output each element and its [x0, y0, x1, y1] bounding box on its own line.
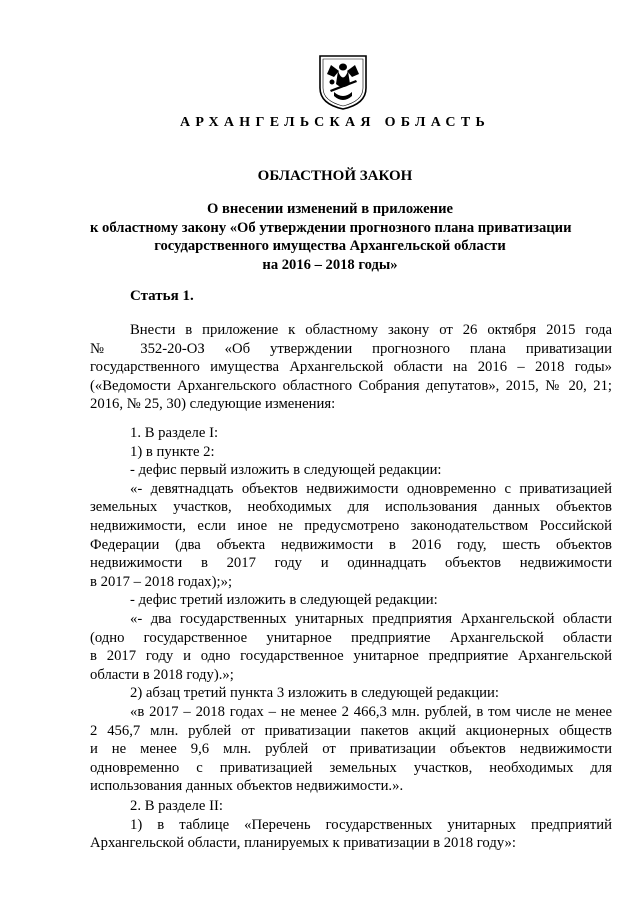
text-line: и не менее 9,6 млн. рублей от приватизации объектов недвижимости — [90, 741, 612, 758]
text-line: в 2017 – 2018 годах);»; — [90, 573, 233, 590]
text-line: 1) в пункте 2: — [130, 443, 215, 460]
text-line: (одно государственное унитарное предприятие Архангельской области — [90, 629, 612, 646]
text-line: «- девятнадцать объектов недвижимости одновременно с приватизацией — [130, 480, 612, 497]
text-line: государственного имущества Архангельской области на 2016 – 2018 годы» — [90, 359, 612, 376]
law-title — [90, 200, 570, 274]
text-line: земельных участков, необходимых для использования данных объектов — [90, 499, 612, 516]
section-2 — [90, 797, 612, 853]
document-type: ОБЛАСТНОЙ ЗАКОН — [257, 168, 413, 184]
text-line: использования данных объектов недвижимости.». — [90, 778, 404, 795]
text-line: «в 2017 – 2018 годах – не менее 2 466,3 млн. рублей, в том числе не менее — [130, 703, 612, 720]
text-line: («Ведомости Архангельского областного Собрания депутатов», 2015, № 20, 21; — [90, 377, 612, 394]
law-title-line: к областному закону «Об утверждении прогнозного плана приватизации — [90, 219, 572, 236]
section-heading: 1. В разделе I: — [130, 425, 219, 441]
section-1 — [90, 424, 612, 796]
text-line: Внести в приложение к областному закону от 26 октября 2015 года — [130, 322, 612, 338]
law-title-line: на 2016 – 2018 годы» — [262, 256, 398, 273]
section-heading: 2. В разделе II: — [130, 798, 223, 814]
article-intro — [90, 321, 612, 414]
text-line: «- два государственных унитарных предприятия Архангельской области — [130, 610, 612, 627]
region-name: АРХАНГЕЛЬСКАЯ ОБЛАСТЬ — [179, 115, 491, 130]
text-line: 1) в таблице «Перечень государственных унитарных предприятий — [130, 816, 612, 833]
text-line: 2 456,7 млн. рублей от приватизации пакетов акций акционерных обществ — [90, 722, 612, 739]
text-line: 2) абзац третий пункта 3 изложить в следующей редакции: — [130, 685, 499, 702]
text-line: недвижимости, если иное не предусмотрено законодательством Российской — [90, 517, 612, 534]
text-line: Архангельской области, планируемых к приватизации в 2018 году»: — [90, 835, 516, 852]
text-line: 2016, № 25, 30) следующие изменения: — [90, 396, 336, 413]
law-title-line: О внесении изменений в приложение — [207, 201, 453, 217]
text-line: - дефис третий изложить в следующей редакции: — [130, 592, 438, 609]
law-title-line: государственного имущества Архангельской области — [154, 238, 506, 254]
text-line: недвижимости в 2017 году и одиннадцать объектов недвижимости — [90, 555, 612, 572]
text-line: области в 2018 году).»; — [90, 666, 234, 683]
coat-of-arms-icon — [318, 54, 368, 110]
text-line: одновременно с приватизацией земельных участков, необходимых для — [90, 759, 612, 776]
text-line: - дефис первый изложить в следующей редакции: — [130, 462, 442, 479]
text-line: в 2017 году и одно государственное унитарное предприятие Архангельской — [90, 648, 612, 665]
text-line: Федерации (два объекта недвижимости в 2016 году, шесть объектов — [90, 536, 612, 553]
article-heading: Статья 1. — [130, 288, 194, 304]
text-line: № 352-20-ОЗ «Об утверждении прогнозного плана приватизации — [90, 340, 612, 357]
